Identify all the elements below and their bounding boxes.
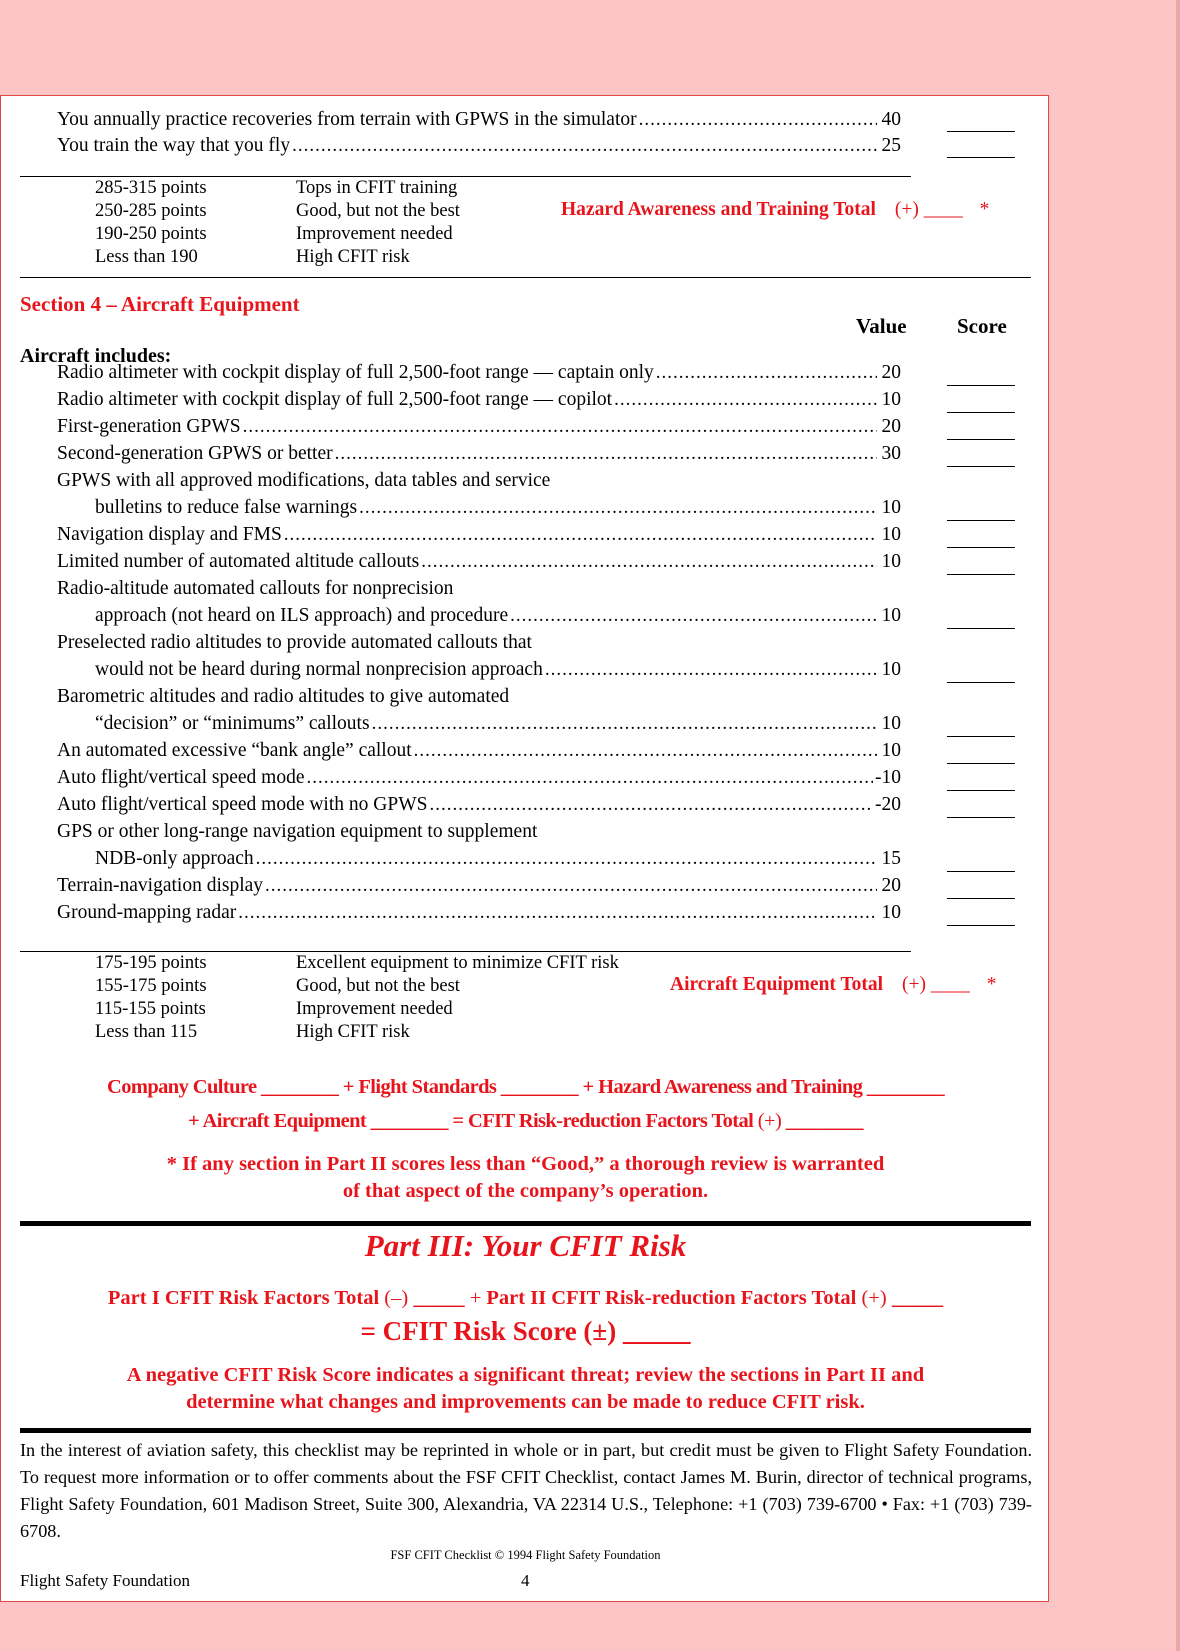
equipment-item: Second-generation GPWS or better ..... 30 xyxy=(57,440,901,467)
score-blank[interactable] xyxy=(947,131,1015,132)
score-blank[interactable] xyxy=(947,763,1015,764)
range-desc: Excellent equipment to minimize CFIT risk xyxy=(296,953,619,973)
equipment-item-line1: Preselected radio altitudes to provide automated callouts that xyxy=(57,632,532,653)
section-4-title: Section 4 – Aircraft Equipment xyxy=(20,292,300,316)
review-note-line-2: of that aspect of the company’s operation. xyxy=(342,1180,709,1202)
score-blank[interactable] xyxy=(947,385,1015,386)
equipment-total: Aircraft Equipment Total (+) ____ * xyxy=(670,974,997,995)
range-desc: High CFIT risk xyxy=(296,1022,410,1042)
score-blank[interactable] xyxy=(947,574,1015,575)
score-blank[interactable] xyxy=(947,898,1015,899)
score-blank[interactable] xyxy=(947,412,1015,413)
score-blank[interactable] xyxy=(947,682,1015,683)
score-blank[interactable] xyxy=(947,157,1015,158)
equipment-item: Radio altimeter with cockpit display of full 2,500-foot range — copilot ..... 10 xyxy=(57,386,901,413)
part-3-title: Part III: Your CFIT Risk xyxy=(364,1228,687,1263)
warning-line-1: A negative CFIT Risk Score indicates a significant threat; review the sections in Part II and xyxy=(126,1364,925,1386)
equipment-item: Navigation display and FMS ..... 10 xyxy=(57,521,901,548)
equipment-item: First-generation GPWS ..... 20 xyxy=(57,413,901,440)
right-edge-strip xyxy=(1176,0,1180,1651)
score-blank[interactable] xyxy=(947,547,1015,548)
equipment-item-line1: GPS or other long-range navigation equipment to supplement xyxy=(57,821,538,842)
equipment-item-line1: Radio-altitude automated callouts for nonprecision xyxy=(57,578,454,599)
score-blank[interactable] xyxy=(947,628,1015,629)
cfit-risk-score: = CFIT Risk Score (±) _____ xyxy=(360,1316,691,1346)
value-column-header: Value xyxy=(856,314,907,338)
hazard-total: Hazard Awareness and Training Total (+) ____ * xyxy=(561,199,990,220)
summary-line-2: + Aircraft Equipment ________ = CFIT Risk-reduction Factors Total (+) ________ xyxy=(188,1110,863,1132)
thick-divider xyxy=(20,1221,1031,1226)
equipment-item-line1: GPWS with all approved modifications, data tables and service xyxy=(57,470,551,491)
warning-line-2: determine what changes and improvements can be made to reduce CFIT risk. xyxy=(186,1391,865,1413)
range-desc: Good, but not the best xyxy=(296,201,460,221)
hazard-total-blank[interactable]: ____ xyxy=(923,199,963,220)
score-blank[interactable] xyxy=(947,736,1015,737)
review-note-line-1: * If any section in Part II scores less than “Good,” a thorough review is warranted xyxy=(166,1153,885,1175)
part-3-totals-line: Part I CFIT Risk Factors Total (–) _____ + Part II CFIT Risk-reduction Factors Total (+) _____ xyxy=(107,1287,944,1309)
summary-line-1: Company Culture ________ + Flight Standards ________ + Hazard Awareness and Training ________ xyxy=(106,1076,944,1098)
top-item-train: You train the way that you fly ..... 25 xyxy=(57,132,901,159)
footer-org: Flight Safety Foundation xyxy=(20,1571,190,1590)
range-label: Less than 115 xyxy=(95,1022,198,1042)
copyright: FSF CFIT Checklist © 1994 Flight Safety Foundation xyxy=(390,1548,661,1562)
score-blank[interactable] xyxy=(947,925,1015,926)
range-label: 190-250 points xyxy=(95,224,207,244)
aircraft-includes-heading: Aircraft includes: xyxy=(20,345,172,367)
equipment-item: bulletins to reduce false warnings ..... 10 xyxy=(95,494,901,521)
equipment-total-blank[interactable]: ____ xyxy=(930,974,970,995)
range-label: Less than 190 xyxy=(95,247,198,267)
range-label: 115-155 points xyxy=(95,999,206,1019)
range-desc: Improvement needed xyxy=(296,224,453,244)
range-label: 155-175 points xyxy=(95,976,207,996)
equipment-item: approach (not heard on ILS approach) and procedure ..... 10 xyxy=(95,602,901,629)
equipment-item: An automated excessive “bank angle” callout ..... 10 xyxy=(57,737,901,764)
checklist-page xyxy=(0,95,1049,1602)
equipment-item: NDB-only approach ..... 15 xyxy=(95,845,901,872)
range-desc: High CFIT risk xyxy=(296,247,410,267)
score-blank[interactable] xyxy=(947,817,1015,818)
equipment-item: Terrain-navigation display ..... 20 xyxy=(57,872,901,899)
score-blank[interactable] xyxy=(947,466,1015,467)
section-divider xyxy=(20,277,1031,278)
score-blank[interactable] xyxy=(947,439,1015,440)
score-blank[interactable] xyxy=(947,871,1015,872)
range-desc: Tops in CFIT training xyxy=(296,178,458,198)
equipment-item-line1: Barometric altitudes and radio altitudes to give automated xyxy=(57,686,510,707)
equipment-item: Auto flight/vertical speed mode ..... -10 xyxy=(57,764,901,791)
range-label: 250-285 points xyxy=(95,201,207,221)
score-blank[interactable] xyxy=(947,790,1015,791)
range-desc: Good, but not the best xyxy=(296,976,460,996)
score-column-header: Score xyxy=(957,314,1007,338)
equipment-item: “decision” or “minimums” callouts ..... 10 xyxy=(95,710,901,737)
range-label: 175-195 points xyxy=(95,953,207,973)
top-item-simulator: You annually practice recoveries from terrain with GPWS in the simulator ..... 40 xyxy=(57,106,901,133)
range-label: 285-315 points xyxy=(95,178,207,198)
page-number: 4 xyxy=(521,1571,530,1590)
equipment-item: Auto flight/vertical speed mode with no GPWS ..... -20 xyxy=(57,791,901,818)
equipment-item: would not be heard during normal nonprecision approach ..... 10 xyxy=(95,656,901,683)
score-blank[interactable] xyxy=(947,520,1015,521)
reprint-notice: In the interest of aviation safety, this checklist may be reprinted in whole or in part, but credit must be given to Flight Safety Foundation. To request more information or to offer comments about the FSF CFIT Checklist, contact James M. Burin, director of technical programs, Flight Safety Foundation, 601 Madison Street, Suite 300, Alexandria, VA 22314 U.S., Telephone: +1 (703) 739-6700 • Fax: +1 (703) 739-6708. xyxy=(20,1440,1032,1541)
equipment-item: Ground-mapping radar ..... 10 xyxy=(57,899,901,926)
thick-divider xyxy=(20,1428,1031,1433)
range-desc: Improvement needed xyxy=(296,999,453,1019)
equipment-item: Limited number of automated altitude callouts ..... 10 xyxy=(57,548,901,575)
equipment-item: Radio altimeter with cockpit display of full 2,500-foot range — captain only ..... 20 xyxy=(57,359,901,386)
